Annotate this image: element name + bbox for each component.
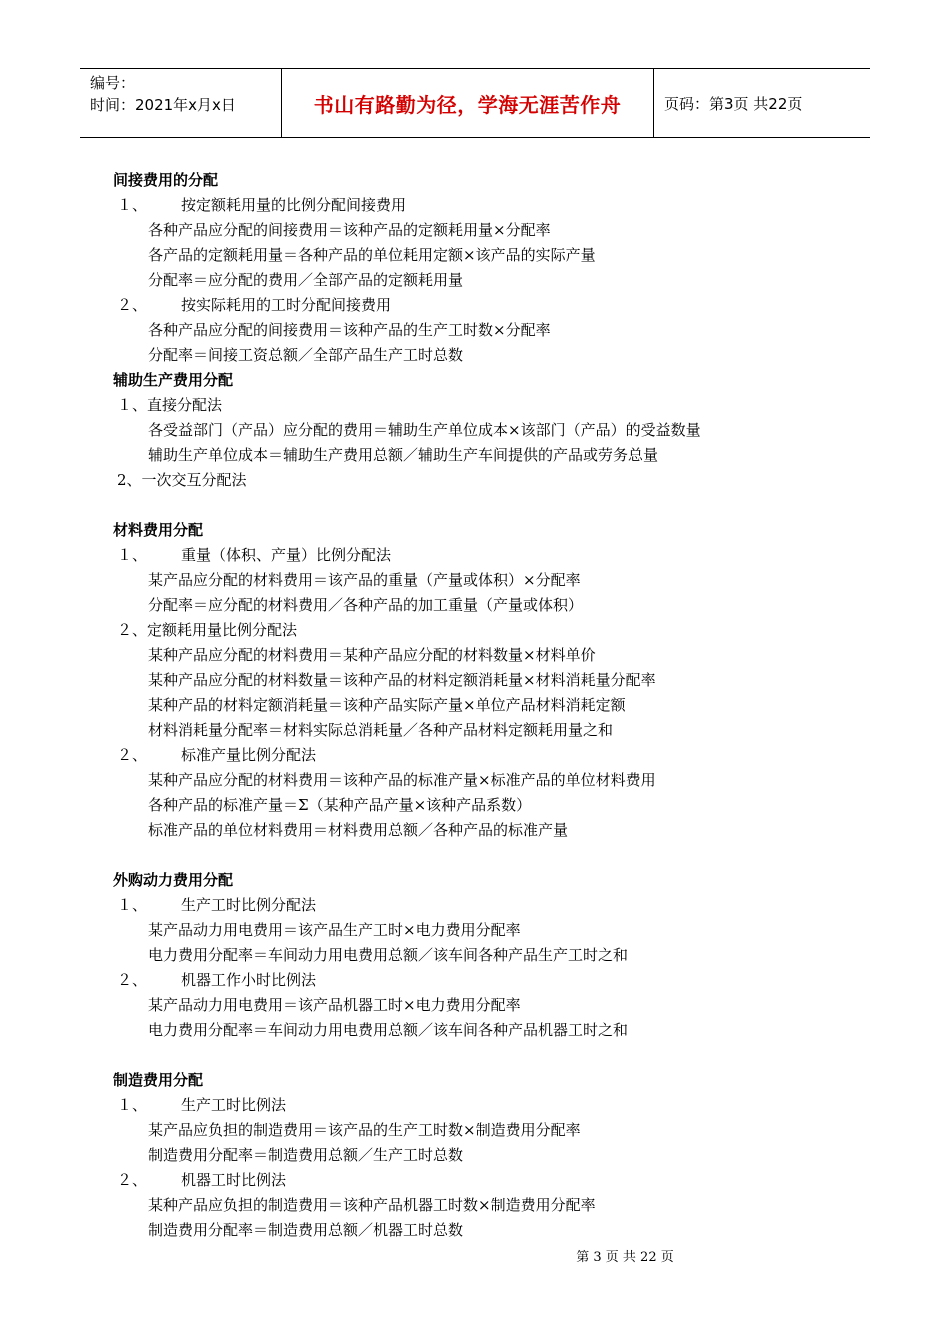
section-title: 材料费用分配 xyxy=(113,521,204,539)
item-text: 重量（体积、产量）比例分配法 xyxy=(181,546,392,564)
formula-line: 电力费用分配率＝车间动力用电费用总额／该车间各种产品生产工时之和 xyxy=(148,946,629,964)
formula-line: 各种产品应分配的间接费用＝该种产品的生产工时数×分配率 xyxy=(148,321,551,339)
item-text: 生产工时比例分配法 xyxy=(181,896,317,914)
formula-line: 各受益部门（产品）应分配的费用＝辅助生产单位成本×该部门（产品）的受益数量 xyxy=(148,421,701,439)
item-number: ２、 xyxy=(117,971,148,989)
item-number: ２、 xyxy=(117,746,148,764)
formula-line: 某种产品应分配的材料数量＝该种产品的材料定额消耗量×材料消耗量分配率 xyxy=(148,671,656,689)
item-text: 生产工时比例法 xyxy=(181,1096,287,1114)
item-text: 一次交互分配法 xyxy=(141,471,247,489)
item-text: 直接分配法 xyxy=(147,396,223,414)
spacer xyxy=(113,1043,833,1068)
item-number: １、 xyxy=(117,896,148,914)
list-item xyxy=(113,1093,833,1118)
page-label: 页码：第3页 共22页 xyxy=(664,94,803,113)
formula-line: 分配率＝应分配的费用／全部产品的定额耗用量 xyxy=(148,271,464,289)
list-item xyxy=(113,543,833,568)
item-text: 标准产量比例分配法 xyxy=(181,746,317,764)
formula-line: 某产品应分配的材料费用＝该产品的重量（产量或体积）×分配率 xyxy=(148,571,581,589)
item-number: ２、 xyxy=(117,621,148,639)
item-number: ２、 xyxy=(117,296,148,314)
header-page-cell xyxy=(654,69,870,137)
item-text: 按实际耗用的工时分配间接费用 xyxy=(181,296,392,314)
formula-line: 材料消耗量分配率＝材料实际总消耗量／各种产品材料定额耗用量之和 xyxy=(148,721,614,739)
spacer xyxy=(113,493,833,518)
item-text: 机器工作小时比例法 xyxy=(181,971,317,989)
list-item xyxy=(113,968,833,993)
list-item xyxy=(113,393,833,418)
item-number: 2、 xyxy=(117,471,142,489)
item-number: １、 xyxy=(117,196,148,214)
item-number: １、 xyxy=(117,1096,148,1114)
page-footer xyxy=(0,1246,950,1265)
list-item xyxy=(113,293,833,318)
motto: 书山有路勤为径，学海无涯苦作舟 xyxy=(313,92,622,117)
item-text: 定额耗用量比例分配法 xyxy=(147,621,298,639)
formula-line: 某产品动力用电费用＝该产品机器工时×电力费用分配率 xyxy=(148,996,521,1014)
formula-line: 某产品应负担的制造费用＝该产品的生产工时数×制造费用分配率 xyxy=(148,1121,581,1139)
list-item xyxy=(113,468,833,493)
formula-line: 电力费用分配率＝车间动力用电费用总额／该车间各种产品机器工时之和 xyxy=(148,1021,629,1039)
item-text: 机器工时比例法 xyxy=(181,1171,287,1189)
section-title: 外购动力费用分配 xyxy=(113,871,234,889)
formula-line: 各种产品的标准产量＝Σ（某种产品产量×该种产品系数） xyxy=(148,796,532,814)
item-number: １、 xyxy=(117,396,148,414)
formula-line: 各种产品应分配的间接费用＝该种产品的定额耗用量×分配率 xyxy=(148,221,551,239)
item-number: １、 xyxy=(117,546,148,564)
code-label: 编号： xyxy=(90,74,136,92)
formula-line: 某种产品应负担的制造费用＝该种产品机器工时数×制造费用分配率 xyxy=(148,1196,596,1214)
footer-page-number: 第 3 页 共 22 页 xyxy=(576,1250,674,1265)
list-item xyxy=(113,193,833,218)
formula-line: 制造费用分配率＝制造费用总额／生产工时总数 xyxy=(148,1146,464,1164)
list-item xyxy=(113,618,833,643)
formula-line: 某种产品的材料定额消耗量＝该种产品实际产量×单位产品材料消耗定额 xyxy=(148,696,626,714)
formula-line: 分配率＝间接工资总额／全部产品生产工时总数 xyxy=(148,346,464,364)
page-header xyxy=(80,68,870,138)
formula-line: 某种产品应分配的材料费用＝某种产品应分配的材料数量×材料单价 xyxy=(148,646,596,664)
section-title: 间接费用的分配 xyxy=(113,171,219,189)
header-meta xyxy=(80,69,282,137)
spacer xyxy=(113,843,833,868)
section-title: 辅助生产费用分配 xyxy=(113,371,234,389)
list-item xyxy=(113,1168,833,1193)
formula-line: 制造费用分配率＝制造费用总额／机器工时总数 xyxy=(148,1221,464,1239)
formula-line: 各产品的定额耗用量＝各种产品的单位耗用定额×该产品的实际产量 xyxy=(148,246,596,264)
list-item xyxy=(113,743,833,768)
formula-line: 某种产品应分配的材料费用＝该种产品的标准产量×标准产品的单位材料费用 xyxy=(148,771,656,789)
time-label: 时间：2021年x月x日 xyxy=(90,96,236,114)
section-title: 制造费用分配 xyxy=(113,1071,204,1089)
item-number: ２、 xyxy=(117,1171,148,1189)
item-text: 按定额耗用量的比例分配间接费用 xyxy=(181,196,407,214)
document-body xyxy=(113,168,833,1243)
formula-line: 分配率＝应分配的材料费用／各种产品的加工重量（产量或体积） xyxy=(148,596,584,614)
formula-line: 某产品动力用电费用＝该产品生产工时×电力费用分配率 xyxy=(148,921,521,939)
list-item xyxy=(113,893,833,918)
formula-line: 标准产品的单位材料费用＝材料费用总额／各种产品的标准产量 xyxy=(148,821,569,839)
formula-line: 辅助生产单位成本＝辅助生产费用总额／辅助生产车间提供的产品或劳务总量 xyxy=(148,446,659,464)
header-motto-cell xyxy=(282,69,654,137)
